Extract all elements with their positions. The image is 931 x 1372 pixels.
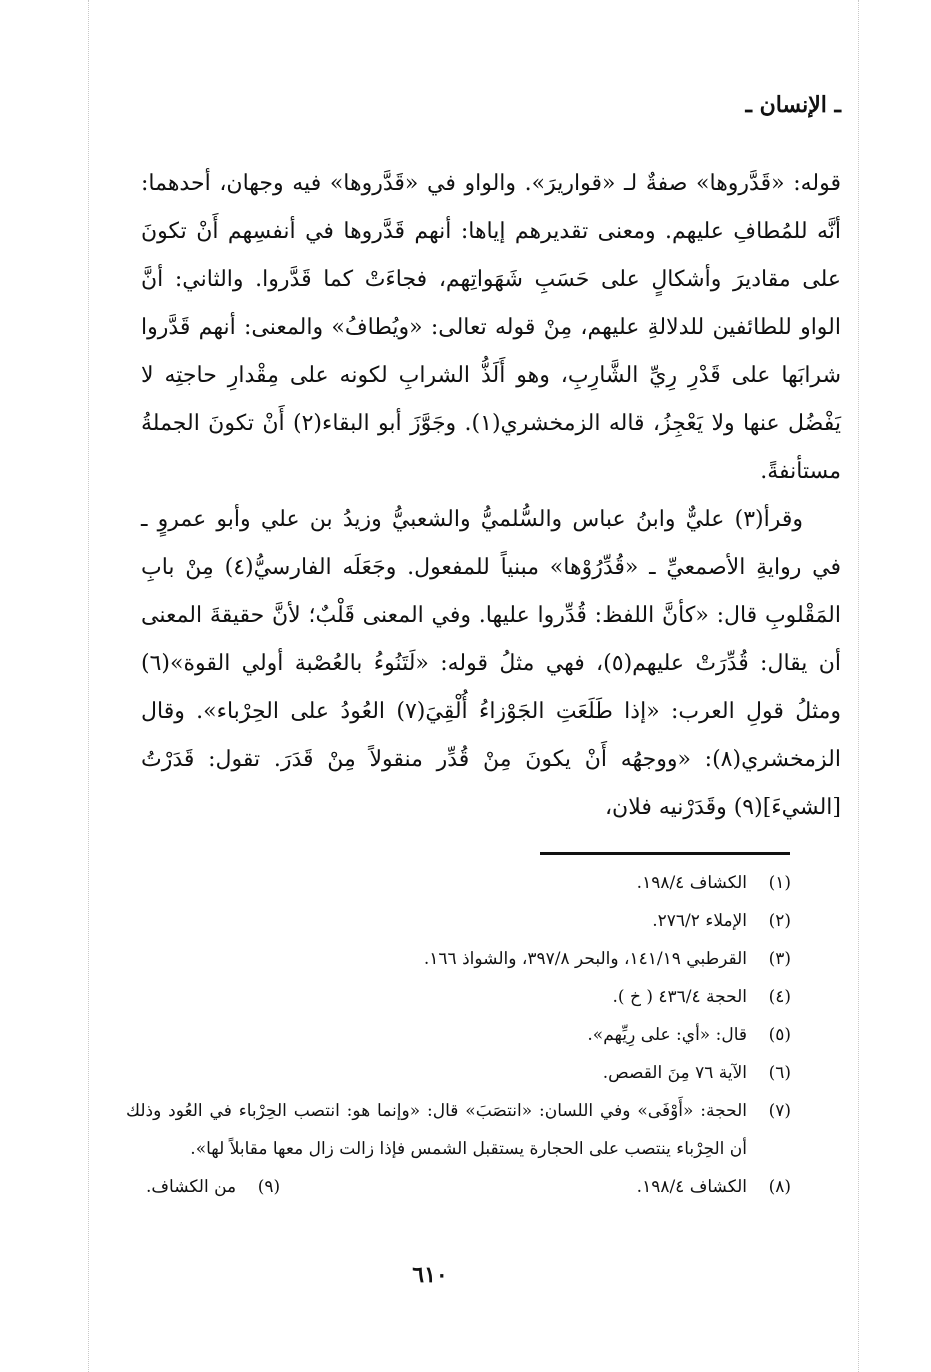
page-number: ٦١٠ xyxy=(412,1262,448,1288)
margin-guide-right xyxy=(858,0,859,1372)
footnote-text: الكشاف ١٩٨/٤. xyxy=(636,873,747,893)
footnote-number: (٥) xyxy=(768,1025,791,1045)
footnote-6 xyxy=(126,1054,791,1092)
footnote-number: (٨) xyxy=(768,1177,791,1197)
footnote-number: (٤) xyxy=(768,987,791,1007)
footnote-number: (٢) xyxy=(768,911,791,931)
footnote-2 xyxy=(126,902,791,940)
footnote-4 xyxy=(126,978,791,1016)
footnote-5 xyxy=(126,1016,791,1054)
footnote-text: قال: «أي: على رِيِّهم». xyxy=(587,1025,747,1045)
paragraph-2: وقرأ(٣) عليٌّ وابنُ عباس والسُّلميُّ والشعبيُّ وزيدُ بن علي وأبو عمروٍ ـ في روايةِ الأصمعيِّ ـ «قُدِّرُوْها» مبنياً للمفعول. وجَعَلَه الفارسيُّ(٤) مِنْ بابِ المَقْلوبِ قال: «كأنَّ اللفظ: قُدِّروا عليها. وفي المعنى قَلْبٌ؛ لأنَّ حقيقةَ المعنى أن يقال: قُدِّرَتْ عليهم(٥)، فهي مثلُ قوله: «لَتَنُوءُ بالعُصْبة أولي القوة»(٦) ومثلُ قولِ العرب: «إذا طَلَعَتِ الجَوْزاءُ أُلْقِيَ(٧) العُودُ على الحِرْباء». وقال الزمخشري(٨): «ووجهُه أَنْ يكونَ مِنْ قُدِّر منقولاً مِنْ قَدَرَ. تقول: قَدَرْتُ [الشيءَ](٩) وقَدَرْنيه فلان، xyxy=(141,507,841,820)
margin-guide-left xyxy=(88,0,89,1372)
footnote-7 xyxy=(126,1092,791,1168)
footnote-text: القرطبي ١٤١/١٩، والبحر ٣٩٧/٨، والشواذ ١٦٦. xyxy=(423,949,747,969)
footnote-number: (٣) xyxy=(768,949,791,969)
footnote-number: (٧) xyxy=(768,1101,791,1121)
footnote-number: (٦) xyxy=(768,1063,791,1083)
footnote-text: الإملاء ٢٧٦/٢. xyxy=(652,911,747,931)
footnote-text: من الكشاف. xyxy=(146,1177,237,1197)
footnote-text: الآية ٧٦ مِنَ القصص. xyxy=(602,1063,747,1083)
footnote-1 xyxy=(126,864,791,902)
running-header: ـ الإنسان ـ xyxy=(745,92,841,118)
footnote-number: (١) xyxy=(768,873,791,893)
footnote-3 xyxy=(126,940,791,978)
footnotes xyxy=(126,864,791,1206)
main-text xyxy=(141,160,841,832)
footnote-separator xyxy=(540,852,790,855)
paragraph-1: قوله: «قَدَّروها» صفةٌ لـ «قواريرَ». والواو في «قَدَّروها» فيه وجهان، أحدهما: أنَّه للمُطافِ عليهم. ومعنى تقديرهم إياها: أنهم قَدَّروها في أنفسِهم أَنْ تكونَ على مقاديرَ وأشكالٍ على حَسَبِ شَهَواتِهم، فجاءَتْ كما قَدَّروا. والثاني: أنَّ الواو للطائفين للدلالةِ عليهم، مِنْ قوله تعالى: «ويُطافُ» والمعنى: أنهم قَدَّروا شرابَها على قَدْرِ رِيِّ الشَّارِبِ، وهو أَلَذُّ الشرابِ لكونه على مِقْدارِ حاجتِه لا يَفْضُل عنها ولا يَعْجِزُ، قاله الزمخشري(١). وجَوَّزَ أبو البقاء(٢) أَنْ تكونَ الجملةُ مستأنفةً. xyxy=(141,171,841,484)
footnote-text: الكشاف ١٩٨/٤. xyxy=(636,1177,747,1197)
footnote-text: الحجة: «أَوْفَى» وفي اللسان: «انتصَبَ» قال: «وإنما هو: انتصب الحِرْباء في العُود وذلك أن الحِرْباء ينتصب على الحجارة يستقبل الشمس فإذا زالت زال معها مقابلاً لها». xyxy=(126,1101,747,1159)
footnote-number: (٩) xyxy=(257,1177,281,1197)
footnote-8 xyxy=(636,1168,791,1206)
footnote-9 xyxy=(126,1168,280,1206)
footnote-text: الحجة ٤٣٦/٤ ( خ ). xyxy=(612,987,747,1007)
footnote-row-8-9 xyxy=(126,1168,791,1206)
